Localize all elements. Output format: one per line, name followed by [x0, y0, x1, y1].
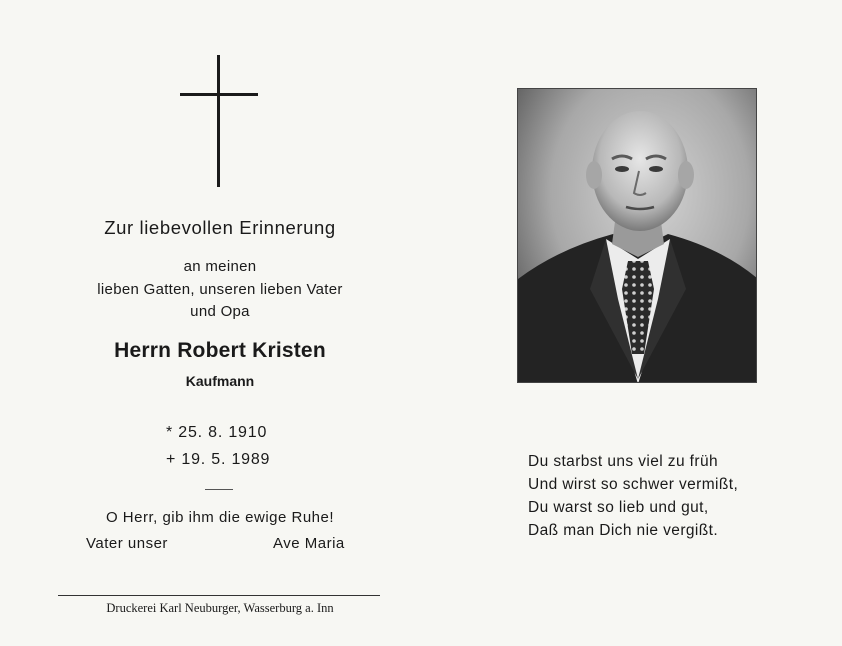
cross-icon: [180, 55, 258, 187]
prayer-ave-maria: Ave Maria: [273, 535, 345, 552]
prayer-text: O Herr, gib ihm die ewige Ruhe!: [105, 509, 335, 526]
birth-date: * 25. 8. 1910: [166, 424, 268, 441]
death-date: + 19. 5. 1989: [166, 451, 271, 468]
card-heading: Zur liebevollen Erinnerung: [104, 217, 336, 238]
intro-line-2: lieben Gatten, unseren lieben Vater: [97, 281, 343, 298]
poem-line-2: Und wirst so schwer vermißt,: [528, 476, 739, 493]
printer-credit: Druckerei Karl Neuburger, Wasserburg a. Inn: [106, 601, 334, 615]
divider: [205, 489, 233, 490]
intro-line-3: und Opa: [190, 303, 250, 320]
occupation: Kaufmann: [185, 373, 255, 389]
portrait-photo: [517, 88, 757, 383]
poem-line-3: Du warst so lieb und gut,: [528, 499, 709, 516]
footer-rule: [58, 595, 380, 596]
deceased-name: Herrn Robert Kristen: [114, 339, 326, 362]
poem: [528, 450, 738, 542]
prayer-vater-unser: Vater unser: [86, 535, 168, 552]
intro-line-1: an meinen: [183, 258, 257, 275]
poem-line-1: Du starbst uns viel zu früh: [528, 453, 718, 470]
poem-line-4: Daß man Dich nie vergißt.: [528, 522, 719, 539]
